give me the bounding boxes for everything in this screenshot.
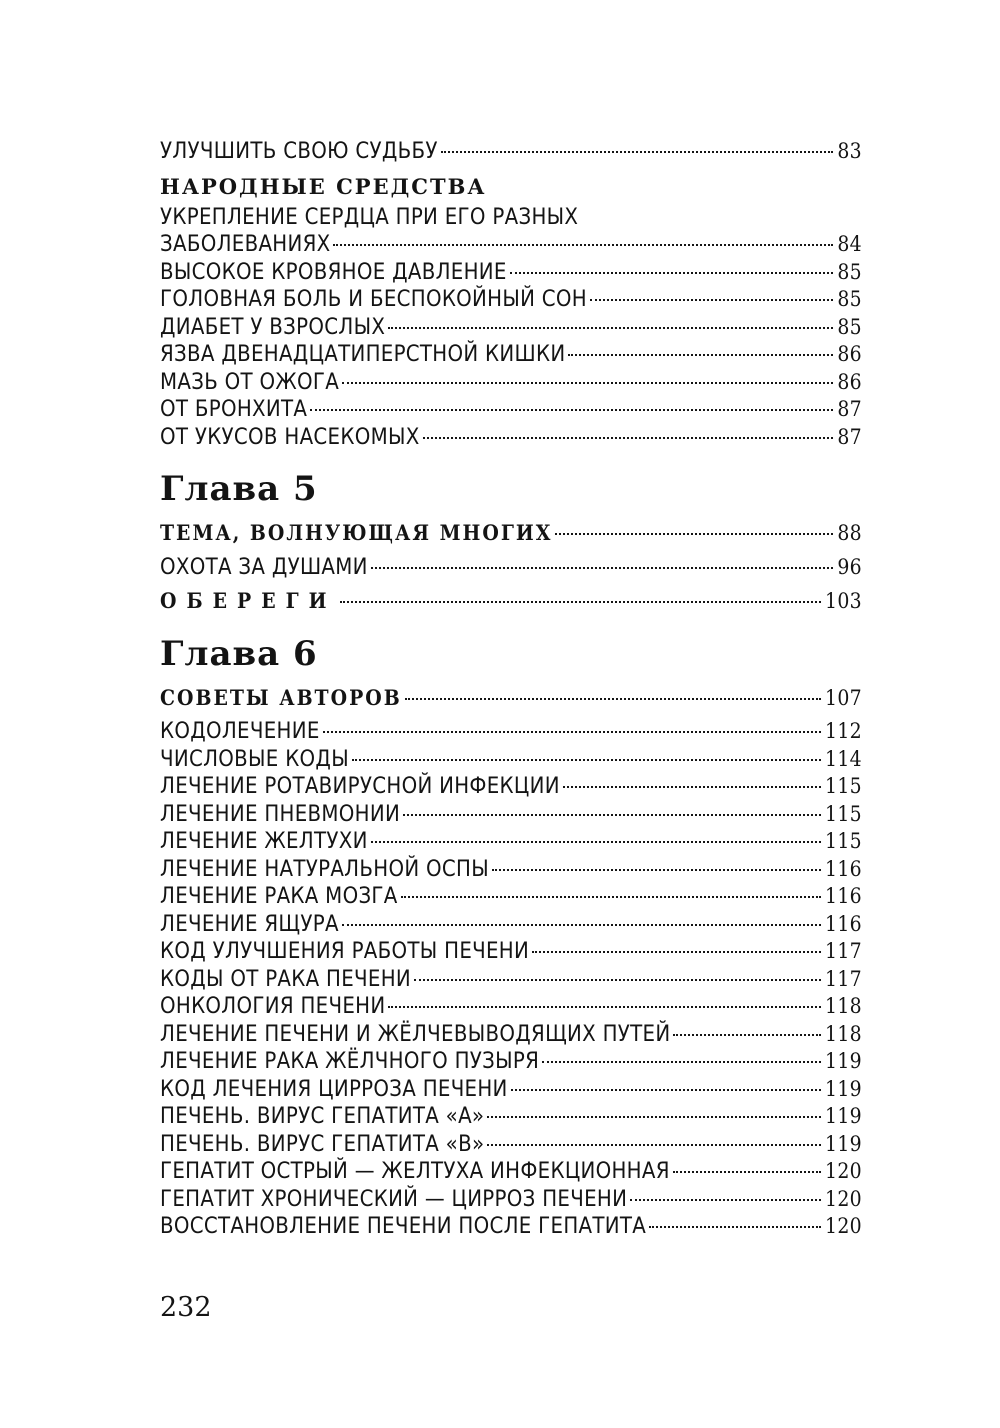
entry-title: ОТ УКУСОВ НАСЕКОМЫХ	[160, 424, 420, 450]
entry-page: 112	[825, 719, 862, 743]
toc-entry	[160, 1076, 862, 1104]
dot-leader	[423, 437, 834, 439]
toc-entry	[160, 424, 862, 452]
toc-entry	[160, 828, 862, 856]
toc-entry	[160, 773, 862, 801]
page-number: 232	[160, 1292, 212, 1323]
entry-title: ТЕМА, ВОЛНУЮЩАЯ МНОГИХ	[160, 520, 553, 545]
toc-entry	[160, 883, 862, 911]
toc-entry	[160, 938, 862, 966]
folk-entries	[160, 231, 862, 451]
dot-leader	[542, 1061, 821, 1063]
entry-page: 119	[825, 1131, 862, 1156]
entry-page: 118	[825, 1021, 862, 1046]
entry-title: ДИАБЕТ У ВЗРОСЛЫХ	[160, 314, 386, 340]
toc-entry	[160, 341, 862, 369]
toc-entry	[160, 856, 862, 884]
dot-leader	[401, 896, 821, 898]
entry-title: УКРЕПЛЕНИЕ СЕРДЦА ПРИ ЕГО РАЗНЫХ	[160, 204, 579, 230]
entry-page: 116	[825, 911, 862, 936]
entry-title: ЛЕЧЕНИЕ ПЕЧЕНИ И ЖЁЛЧЕВЫВОДЯЩИХ ПУТЕЙ	[160, 1021, 671, 1047]
entry-page: 117	[825, 966, 862, 991]
entry-title: ВОССТАНОВЛЕНИЕ ПЕЧЕНИ ПОСЛЕ ГЕПАТИТА	[160, 1214, 647, 1239]
dot-leader	[352, 759, 821, 761]
dot-leader	[568, 354, 833, 356]
toc-entry	[160, 1048, 862, 1076]
entry-page: 116	[825, 856, 862, 881]
entry-title: УЛУЧШИТЬ СВОЮ СУДЬБУ	[160, 139, 438, 164]
entry-page: 85	[837, 314, 862, 339]
entry-title: СОВЕТЫ АВТОРОВ	[160, 684, 402, 710]
dot-leader	[342, 382, 833, 384]
entry-page: 119	[825, 1049, 862, 1073]
toc-entry	[160, 138, 862, 166]
toc-entry	[160, 259, 862, 287]
dot-leader	[532, 951, 821, 953]
dot-leader	[405, 698, 821, 700]
dot-leader	[487, 1116, 821, 1118]
entry-title: ОНКОЛОГИЯ ПЕЧЕНИ	[160, 994, 386, 1019]
dot-leader	[673, 1171, 821, 1173]
toc-entry	[160, 1213, 862, 1241]
dot-leader	[388, 1006, 821, 1008]
toc-entry	[160, 684, 862, 713]
entry-page: 107	[825, 685, 862, 710]
entry-page: 114	[825, 746, 862, 771]
entry-page: 120	[825, 1159, 862, 1183]
entry-page: 87	[837, 397, 862, 421]
dot-leader	[310, 409, 833, 411]
dot-leader	[371, 567, 834, 569]
toc-entry	[160, 1103, 862, 1131]
dot-leader	[414, 979, 821, 981]
entry-title: ЛЕЧЕНИЕ РОТАВИРУСНОЙ ИНФЕКЦИИ	[160, 774, 560, 799]
table-of-contents	[160, 138, 862, 1241]
section-heading: НАРОДНЫЕ СРЕДСТВА	[160, 173, 487, 199]
dot-leader	[555, 533, 833, 535]
toc-entry	[160, 396, 862, 424]
dot-leader	[630, 1199, 821, 1201]
entry-page: 119	[825, 1076, 862, 1101]
entry-title: ЯЗВА ДВЕНАДЦАТИПЕРСТНОЙ КИШКИ	[160, 342, 566, 367]
dot-leader	[563, 786, 821, 788]
entry-title: КОДОЛЕЧЕНИЕ	[160, 719, 320, 744]
entry-page: 86	[837, 342, 862, 366]
toc-entry	[160, 587, 862, 616]
entry-title: ОТ БРОНХИТА	[160, 397, 308, 422]
entry-title: ОХОТА ЗА ДУШАМИ	[160, 554, 368, 580]
entry-page: 96	[837, 554, 862, 579]
toc-entry	[160, 718, 862, 746]
entry-page: 115	[825, 774, 862, 798]
dot-leader	[487, 1144, 821, 1146]
toc-entry	[160, 911, 862, 939]
dot-leader	[511, 1089, 821, 1091]
dot-leader	[510, 272, 834, 274]
entry-page: 118	[825, 994, 862, 1018]
entry-page: 115	[825, 829, 862, 853]
entry-title: ГЕПАТИТ ОСТРЫЙ — ЖЕЛТУХА ИНФЕКЦИОННАЯ	[160, 1159, 670, 1184]
dot-leader	[371, 841, 821, 843]
dot-leader	[649, 1226, 821, 1228]
entry-page: 115	[825, 801, 862, 826]
entry-title: ГЕПАТИТ ХРОНИЧЕСКИЙ — ЦИРРОЗ ПЕЧЕНИ	[160, 1186, 628, 1212]
toc-entry	[160, 231, 862, 259]
toc-entry-first-line	[160, 204, 862, 232]
toc-entry	[160, 314, 862, 342]
entry-title: ПЕЧЕНЬ. ВИРУС ГЕПАТИТА «В»	[160, 1131, 485, 1157]
entry-page: 88	[837, 521, 862, 545]
dot-leader	[333, 244, 833, 246]
entry-page: 84	[837, 232, 862, 256]
entry-page: 83	[837, 139, 862, 163]
entry-page: 87	[837, 424, 862, 449]
toc-entry	[160, 554, 862, 582]
dot-leader	[340, 601, 822, 603]
dot-leader	[342, 924, 821, 926]
entry-page: 85	[837, 287, 862, 311]
dot-leader	[590, 299, 833, 301]
toc-entry	[160, 1021, 862, 1049]
entry-page: 86	[837, 369, 862, 394]
entry-title: ВЫСОКОЕ КРОВЯНОЕ ДАВЛЕНИЕ	[160, 259, 507, 285]
entry-title: ЛЕЧЕНИЕ ЯЩУРА	[160, 911, 339, 937]
entry-page: 120	[825, 1186, 862, 1211]
toc-entry	[160, 519, 862, 548]
dot-leader	[388, 327, 833, 329]
entry-title: ЛЕЧЕНИЕ ЖЕЛТУХИ	[160, 829, 368, 854]
entry-title: МАЗЬ ОТ ОЖОГА	[160, 369, 340, 395]
entry-title: ЗАБОЛЕВАНИЯХ	[160, 232, 331, 257]
entry-title: КОД УЛУЧШЕНИЯ РАБОТЫ ПЕЧЕНИ	[160, 939, 530, 964]
entry-page: 85	[837, 259, 862, 284]
entry-title: ПЕЧЕНЬ. ВИРУС ГЕПАТИТА «А»	[160, 1104, 485, 1129]
entry-page: 116	[825, 884, 862, 908]
chapter6-entries	[160, 718, 862, 1241]
entry-title: ОБЕРЕГИ	[160, 588, 337, 613]
entry-title: ЛЕЧЕНИЕ РАКА МОЗГА	[160, 884, 398, 909]
entry-title: ЛЕЧЕНИЕ РАКА ЖЁЛЧНОГО ПУЗЫРЯ	[160, 1049, 540, 1074]
toc-entry	[160, 746, 862, 774]
toc-entry	[160, 993, 862, 1021]
entry-title: КОД ЛЕЧЕНИЯ ЦИРРОЗА ПЕЧЕНИ	[160, 1076, 508, 1102]
toc-entry	[160, 369, 862, 397]
toc-entry	[160, 1186, 862, 1214]
entry-title: ГОЛОВНАЯ БОЛЬ И БЕСПОКОЙНЫЙ СОН	[160, 287, 587, 312]
toc-entry	[160, 801, 862, 829]
entry-page: 103	[825, 589, 862, 613]
entry-page: 120	[825, 1214, 862, 1238]
dot-leader	[403, 814, 821, 816]
dot-leader	[323, 731, 821, 733]
toc-entry	[160, 286, 862, 314]
toc-entry	[160, 1158, 862, 1186]
entry-title: КОДЫ ОТ РАКА ПЕЧЕНИ	[160, 966, 411, 992]
toc-entry	[160, 1131, 862, 1159]
dot-leader	[492, 869, 821, 871]
entry-title: ЛЕЧЕНИЕ НАТУРАЛЬНОЙ ОСПЫ	[160, 856, 489, 882]
entry-page: 119	[825, 1104, 862, 1128]
entry-title: ЛЕЧЕНИЕ ПНЕВМОНИИ	[160, 801, 401, 827]
dot-leader	[441, 151, 834, 153]
entry-title: ЧИСЛОВЫЕ КОДЫ	[160, 746, 349, 772]
dot-leader	[673, 1034, 821, 1036]
toc-entry	[160, 966, 862, 994]
chapter-heading: Глава 5	[160, 469, 318, 509]
chapter-heading: Глава 6	[160, 633, 318, 674]
entry-page: 117	[825, 939, 862, 963]
